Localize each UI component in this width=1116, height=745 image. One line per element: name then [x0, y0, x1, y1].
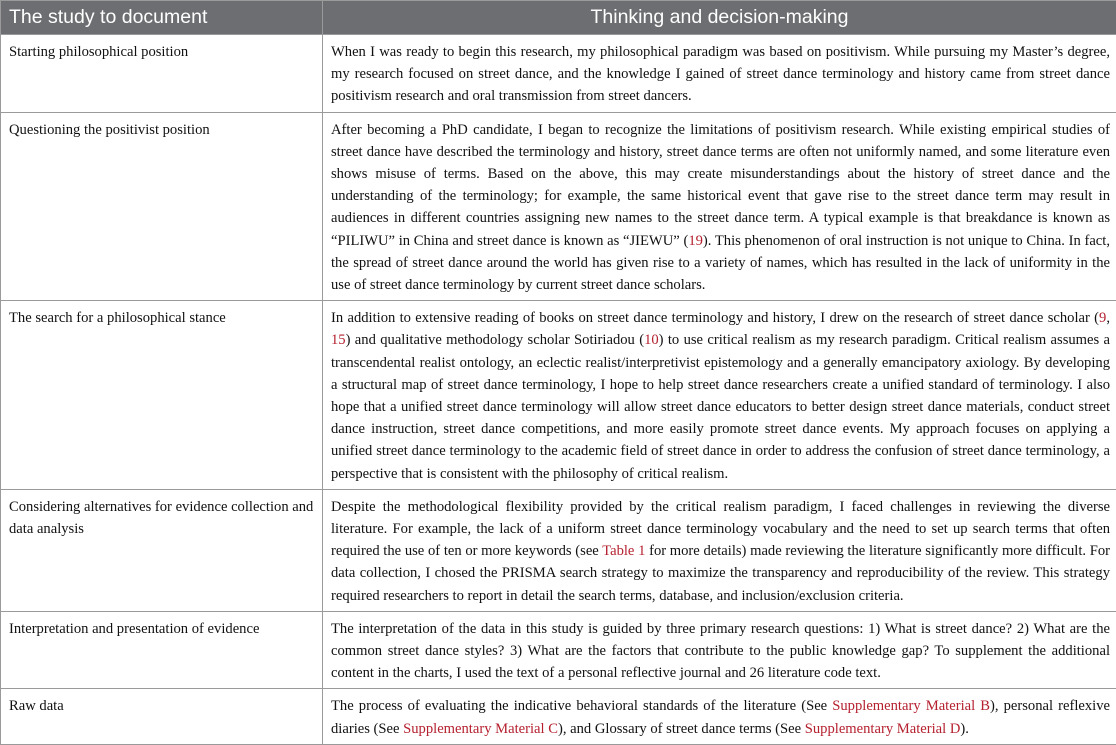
- description-text: ). This phenomenon of oral instruction is not unique to China. In fact, the spread of street dance around the world has given rise to a variety of names, which has resulted in the lack of uniformity in the use of street dance terminology by current street dance scholars.: [331, 233, 1110, 293]
- table-row: [1, 35, 1116, 113]
- description-text: Despite the methodological flexibility provided by the critical realism paradigm, I faced challenges in reviewing the diverse literature. For example, the lack of a uniform street dance terminology vocabulary and the need to set up search terms that often required the use of ten or more keywords (see: [331, 499, 1110, 559]
- description-text: After becoming a PhD candidate, I began to recognize the limitations of positivism research. While existing empirical studies of street dance have described the terminology and history, street dance terms are often not uniformly named, and some literature even shows misuse of terms. Based on the above, this may create misunderstandings about the history of street dance and the understanding of the terminology; for example, the same historical event that gave rise to the street dance term may result in audiences in different countries assigning new names to the street dance term. A typical example is that breakdance is known as “PILIWU” in China and street dance is known as “JIEWU” (: [331, 122, 1110, 249]
- reference-link[interactable]: Supplementary Material B: [832, 698, 990, 714]
- description-text: ), and Glossary of street dance terms (See: [558, 721, 805, 737]
- table-row: [1, 301, 1116, 490]
- table-row: [1, 611, 1116, 689]
- description-cell: [323, 489, 1116, 611]
- description-cell: [323, 301, 1116, 490]
- description-text: ) to use critical realism as my research paradigm. Critical realism assumes a transcendental realist ontology, an eclectic realist/interpretivist epistemology and a generally emancipatory axiology. By developing a structural map of street dance terminology, I hope to help street dance researchers create a unified standard of terminology. I also hope that a unified street dance terminology will allow street dance educators to better design street dance materials, conduct street dance instruction, street dance competitions, and more easily promote street dance events. My approach focuses on applying a unified street dance terminology to the academic field of street dance in order to address the confusion of street dance terminology, a perspective that is consistent with the philosophy of critical realism.: [331, 332, 1110, 481]
- stage-cell: The search for a philosophical stance: [1, 301, 323, 490]
- stage-cell: Questioning the positivist position: [1, 112, 323, 301]
- stage-cell: Starting philosophical position: [1, 35, 323, 113]
- table-header-row: [1, 1, 1116, 35]
- table-row: [1, 112, 1116, 301]
- reference-link[interactable]: Table 1: [602, 543, 645, 559]
- description-text: ).: [960, 721, 969, 737]
- table-row: [1, 489, 1116, 611]
- description-text: for more details) made reviewing the literature significantly more difficult. For data collection, I chosed the PRISMA search strategy to maximize the transparency and reproducibility of the review. This strategy required researchers to report in detail the search terms, database, and inclusion/exclusion criteria.: [331, 543, 1110, 603]
- description-text: In addition to extensive reading of books on street dance terminology and history, I drew on the research of street dance scholar (: [331, 310, 1099, 326]
- reference-link[interactable]: 10: [644, 332, 659, 348]
- description-cell: [323, 112, 1116, 301]
- stage-cell: Raw data: [1, 689, 323, 744]
- reference-link[interactable]: 9: [1099, 310, 1106, 326]
- description-cell: [323, 35, 1116, 113]
- table-body: [1, 35, 1116, 745]
- reference-link[interactable]: Supplementary Material C: [403, 721, 558, 737]
- description-text: When I was ready to begin this research, my philosophical paradigm was based on positivism. While pursuing my Master’s degree, my research focused on street dance, and the knowledge I gained of street dance terminology and history came from street dance positivism research and oral transmission from street dancers.: [331, 44, 1110, 104]
- description-text: The interpretation of the data in this study is guided by three primary research questions: 1) What is street dance? 2) What are the common street dance styles? 3) What are the factors that contribute to the public knowledge gap? To supplement the additional content in the charts, I used the text of a personal reflective journal and 26 literature code text.: [331, 621, 1110, 681]
- description-text: The process of evaluating the indicative behavioral standards of the literature (See: [331, 698, 832, 714]
- reference-link[interactable]: 15: [331, 332, 346, 348]
- stage-cell: Interpretation and presentation of evidence: [1, 611, 323, 689]
- stage-cell: Considering alternatives for evidence collection and data analysis: [1, 489, 323, 611]
- table-row: [1, 689, 1116, 744]
- description-cell: [323, 689, 1116, 744]
- reference-link[interactable]: 19: [688, 233, 703, 249]
- description-text: ,: [1106, 310, 1110, 326]
- header-study-to-document: The study to document: [1, 1, 323, 35]
- description-text: ), personal reflexive diaries (See: [331, 698, 1110, 736]
- description-text: ) and qualitative methodology scholar Sotiriadou (: [346, 332, 644, 348]
- reference-link[interactable]: Supplementary Material D: [805, 721, 961, 737]
- description-cell: [323, 611, 1116, 689]
- header-thinking-and-decision-making: Thinking and decision-making: [323, 1, 1116, 35]
